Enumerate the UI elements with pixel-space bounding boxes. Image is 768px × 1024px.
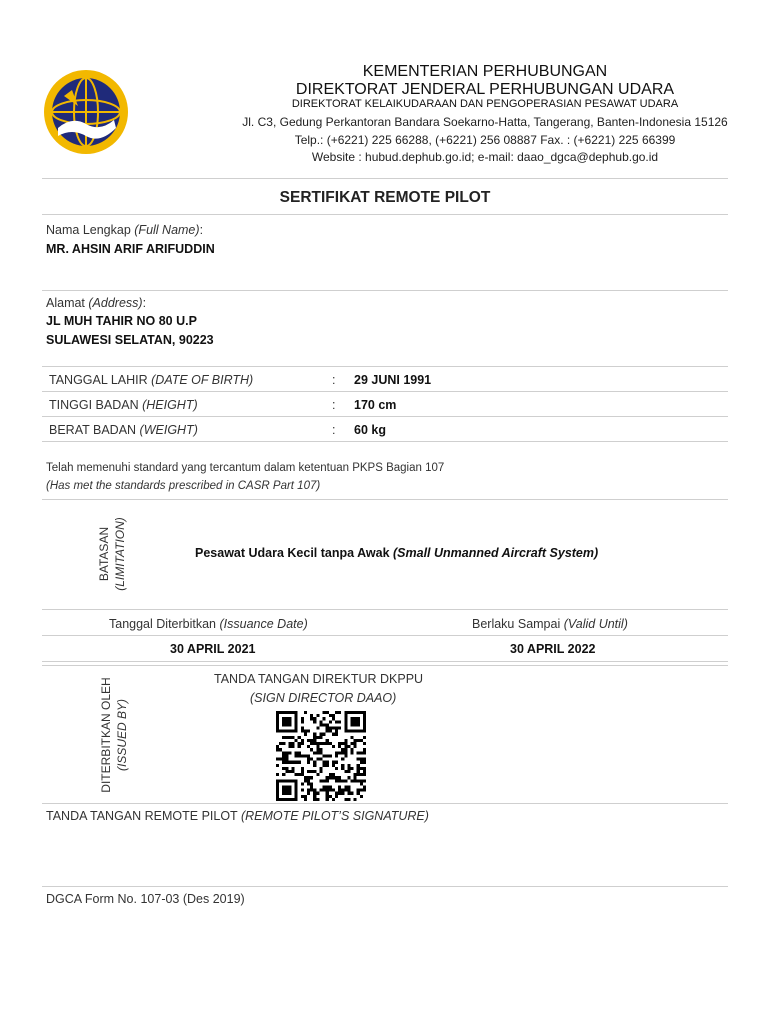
form-number: DGCA Form No. 107-03 (Des 2019)	[46, 892, 245, 906]
divider	[42, 886, 728, 887]
dob-label: TANGGAL LAHIR (DATE OF BIRTH)	[49, 373, 254, 387]
divider	[42, 290, 728, 291]
divider	[42, 391, 728, 392]
address-line-1: JL MUH TAHIR NO 80 U.P	[46, 314, 197, 328]
valid-until-value: 30 APRIL 2022	[510, 642, 596, 656]
full-name-label: Nama Lengkap (Full Name):	[46, 223, 204, 237]
height-value: 170 cm	[354, 398, 397, 412]
limitation-side-label: BATASAN (LIMITATION)	[97, 517, 127, 591]
divider	[42, 178, 728, 179]
header-website: Website : hubud.dephub.go.id; e-mail: daao_dgca@dephub.go.id	[311, 150, 659, 164]
standard-statement-en: (Has met the standards prescribed in CASR Part 107)	[46, 480, 321, 492]
standard-statement: Telah memenuhi standard yang tercantum dalam ketentuan PKPS Bagian 107	[46, 462, 445, 474]
header-address: Jl. C3, Gedung Perkantoran Bandara Soekarno-Hatta, Tangerang, Banten-Indonesia 15126	[242, 115, 728, 129]
divider	[42, 803, 728, 804]
height-label: TINGGI BADAN (HEIGHT)	[49, 398, 198, 412]
divider	[42, 441, 728, 442]
full-name-value: MR. AHSIN ARIF ARIFUDDIN	[46, 242, 215, 256]
divider	[42, 366, 728, 367]
dob-value: 29 JUNI 1991	[354, 373, 432, 387]
divider	[42, 661, 728, 662]
dob-colon: :	[332, 373, 336, 387]
weight-value: 60 kg	[354, 423, 386, 437]
pilot-signature-label: TANDA TANGAN REMOTE PILOT (REMOTE PILOT’S SIGNATURE)	[46, 809, 429, 823]
address-line-2: SULAWESI SELATAN, 90223	[46, 333, 214, 347]
weight-colon: :	[332, 423, 336, 437]
divider	[42, 635, 728, 636]
issuance-date-label: Tanggal Diterbitkan (Issuance Date)	[109, 617, 308, 631]
divider	[42, 665, 728, 666]
director-sign-label-en: (SIGN DIRECTOR DAAO)	[250, 691, 397, 705]
address-label: Alamat (Address):	[46, 296, 147, 310]
issued-by-side-label: DITERBITKAN OLEH (ISSUED BY)	[99, 677, 129, 793]
header-ministry: KEMENTERIAN PERHUBUNGAN	[362, 63, 608, 80]
director-sign-label: TANDA TANGAN DIREKTUR DKPPU	[214, 672, 424, 686]
valid-until-label: Berlaku Sampai (Valid Until)	[472, 617, 628, 631]
header-directorate: DIREKTORAT KELAIKUDARAAN DAN PENGOPERASIAN PESAWAT UDARA	[291, 98, 679, 110]
height-colon: :	[332, 398, 336, 412]
certificate-title: SERTIFIKAT REMOTE PILOT	[279, 189, 491, 206]
ministry-logo-icon	[42, 66, 130, 158]
divider	[42, 416, 728, 417]
qr-code-icon	[276, 711, 366, 801]
header-directorate-general: DIREKTORAT JENDERAL PERHUBUNGAN UDARA	[295, 81, 675, 98]
issuance-date-value: 30 APRIL 2021	[170, 642, 256, 656]
divider	[42, 609, 728, 610]
divider	[42, 499, 728, 500]
weight-label: BERAT BADAN (WEIGHT)	[49, 423, 198, 437]
divider	[42, 214, 728, 215]
limitation-text: Pesawat Udara Kecil tanpa Awak (Small Unmanned Aircraft System)	[195, 546, 599, 560]
header-phone: Telp.: (+6221) 225 66288, (+6221) 256 08887 Fax. : (+6221) 225 66399	[294, 133, 676, 147]
